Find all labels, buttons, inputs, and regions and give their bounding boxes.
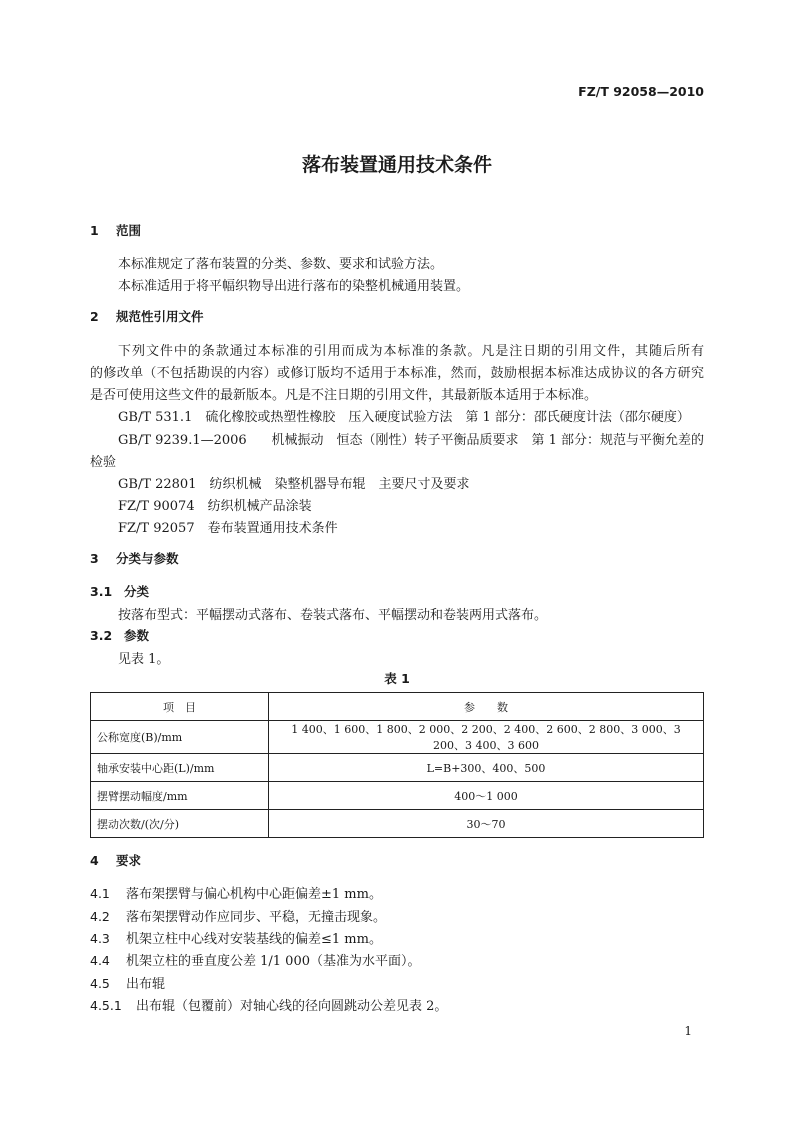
- reference-item: [118, 517, 338, 536]
- clause-text: 出布辊: [126, 977, 166, 992]
- standard-code-header: FZ/T 92058—2010: [578, 84, 704, 99]
- reference-title: 卷布装置通用技术条件: [207, 521, 338, 536]
- section-3-heading: [90, 549, 179, 567]
- clause-text: 落布架摆臂与偏心机构中心距偏差±1 mm。: [126, 887, 382, 902]
- subsection-3-1-heading: [90, 582, 149, 600]
- paragraph: 本标准适用于将平幅织物导出进行落布的染整机械通用装置。: [118, 279, 470, 294]
- table-cell: 400～1 000: [269, 782, 704, 810]
- table-cell: L=B+300、400、500: [269, 754, 704, 782]
- page-number: 1: [684, 1024, 692, 1038]
- table-row: [91, 782, 704, 810]
- requirement-item: [90, 928, 382, 947]
- requirement-item: [90, 995, 447, 1014]
- section-number: 3: [90, 551, 99, 566]
- reference-title: 纺织机械 染整机器导布辊 主要尺寸及要求: [209, 477, 470, 492]
- reference-item: [118, 495, 312, 514]
- section-title: 范围: [116, 223, 142, 238]
- table-cell: 30～70: [269, 810, 704, 838]
- section-title: 要求: [116, 853, 142, 868]
- reference-code: FZ/T 90074: [118, 499, 195, 514]
- section-2-heading: [90, 307, 204, 325]
- section-title: 规范性引用文件: [116, 309, 204, 324]
- table-cell: 轴承安装中心距(L)/mm: [91, 754, 269, 782]
- table-row: [91, 810, 704, 838]
- table-header-cell: 参 数: [269, 693, 704, 721]
- section-title: 分类: [124, 584, 150, 599]
- section-title: 参数: [124, 628, 150, 643]
- paragraph-line: 是否可使用这些文件的最新版本。凡是不注日期的引用文件，其最新版本适用于本标准。: [90, 388, 598, 403]
- clause-number: 4.5.1: [90, 998, 122, 1013]
- reference-code: GB/T 22801: [118, 477, 197, 492]
- table-header-row: [91, 693, 704, 721]
- section-number: 3.1: [90, 584, 113, 599]
- section-4-heading: [90, 851, 141, 869]
- clause-number: 4.4: [90, 953, 110, 968]
- table-cell: 摆臂摆动幅度/mm: [91, 782, 269, 810]
- table-caption: 表 1: [384, 671, 410, 686]
- paragraph-line: 下列文件中的条款通过本标准的引用而成为本标准的条款。凡是注日期的引用文件，其随后所有: [118, 344, 704, 359]
- paragraph: 见表 1。: [118, 652, 170, 667]
- reference-title: 机械振动 恒态（刚性）转子平衡品质要求 第 1 部分：规范与平衡允差的: [271, 433, 704, 448]
- reference-item: [118, 406, 690, 425]
- clause-text: 出布辊（包覆前）对轴心线的径向圆跳动公差见表 2。: [136, 999, 448, 1014]
- clause-text: 落布架摆臂动作应同步、平稳，无撞击现象。: [126, 910, 387, 925]
- section-number: 1: [90, 223, 99, 238]
- document-title: 落布装置通用技术条件: [301, 154, 492, 176]
- paragraph: 按落布型式：平幅摆动式落布、卷装式落布、平幅摆动和卷装两用式落布。: [118, 608, 548, 623]
- table-cell: 摆动次数/(次/分): [91, 810, 269, 838]
- clause-number: 4.5: [90, 976, 110, 991]
- clause-text: 机架立柱的垂直度公差 1/1 000（基准为水平面）。: [126, 954, 421, 969]
- clause-text: 机架立柱中心线对安装基线的偏差≤1 mm。: [126, 932, 382, 947]
- reference-code: FZ/T 92057: [118, 521, 195, 536]
- reference-code: GB/T 531.1: [118, 410, 193, 425]
- section-number: 4: [90, 853, 99, 868]
- section-number: 3.2: [90, 628, 113, 643]
- reference-item: [118, 473, 470, 492]
- reference-title: 纺织机械产品涂装: [207, 499, 312, 514]
- clause-number: 4.2: [90, 909, 110, 924]
- requirement-item: [90, 950, 421, 969]
- subsection-3-2-heading: [90, 626, 149, 644]
- reference-continuation: 检验: [90, 455, 117, 470]
- table-cell: 公称宽度(B)/mm: [91, 721, 269, 754]
- requirement-item: [90, 883, 382, 902]
- reference-item: [118, 429, 704, 448]
- table-row: [91, 754, 704, 782]
- parameter-table: [90, 692, 704, 838]
- table-cell: 1 400、1 600、1 800、2 000、2 200、2 400、2 600、2 800、3 000、3 200、3 400、3 600: [269, 721, 704, 754]
- requirement-item: [90, 906, 386, 925]
- reference-code: GB/T 9239.1—2006: [118, 433, 247, 448]
- reference-title: 硫化橡胶或热塑性橡胶 压入硬度试验方法 第 1 部分：邵氏硬度计法（邵尔硬度）: [205, 410, 690, 425]
- paragraph: 本标准规定了落布装置的分类、参数、要求和试验方法。: [118, 257, 444, 272]
- clause-number: 4.1: [90, 886, 110, 901]
- section-number: 2: [90, 309, 99, 324]
- table-row: [91, 721, 704, 754]
- section-1-heading: [90, 221, 141, 239]
- table-header-cell: 项 目: [91, 693, 269, 721]
- clause-number: 4.3: [90, 931, 110, 946]
- paragraph-line: 的修改单（不包括勘误的内容）或修订版均不适用于本标准，然而，鼓励根据本标准达成协议的各方研究: [90, 366, 704, 381]
- requirement-item: [90, 973, 165, 992]
- section-title: 分类与参数: [116, 551, 179, 566]
